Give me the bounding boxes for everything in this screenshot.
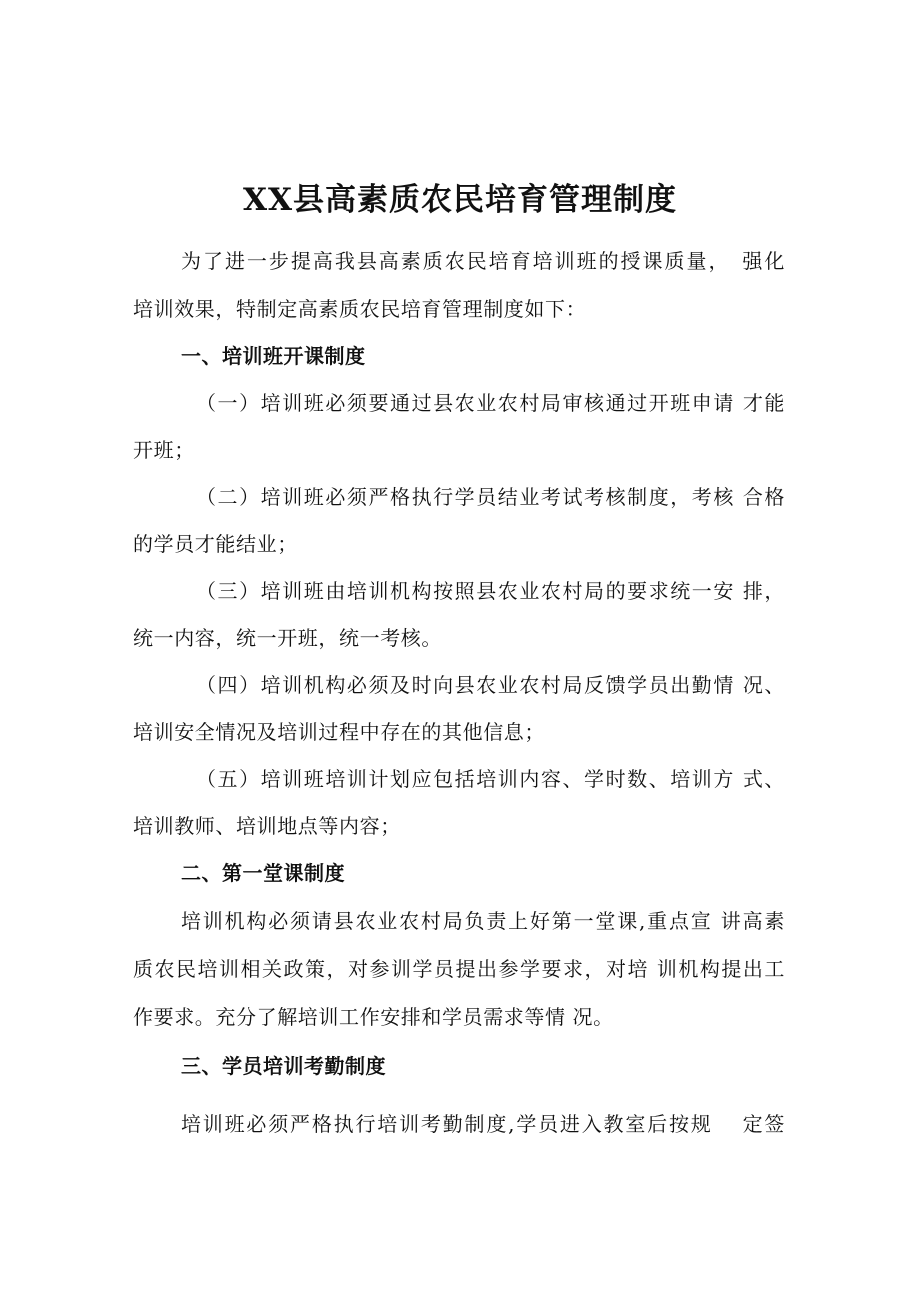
section-2-heading: 二、第一堂课制度 [181,861,345,885]
item-4-line-1: （四）培训机构必须及时向县农业农村局反馈学员出勤情 况、 [196,673,785,697]
item-4-line-2: 培训安全情况及培训过程中存在的其他信息； [133,720,545,744]
intro-line-2: 培训效果，特制定高素质农民培育管理制度如下： [133,297,587,321]
item-3-line-1: （三）培训班由培训机构按照县农业农村局的要求统一安 排， [196,579,785,603]
intro-line-1: 为了进一步提高我县高素质农民培育培训班的授课质量， 强化 [181,249,785,273]
item-1-line-1: （一）培训班必须要通过县农业农村局审核通过开班申请 才能 [196,391,785,415]
item-5-line-2: 培训教师、培训地点等内容； [133,814,401,838]
section-3-heading: 三、学员培训考勤制度 [181,1054,386,1078]
item-2-line-2: 的学员才能结业； [133,532,298,556]
section-2-line-2: 质农民培训相关政策，对参训学员提出参学要求，对培 训机构提出工 [133,957,785,981]
section-1-heading: 一、培训班开课制度 [181,344,366,368]
section-3-line-1: 培训班必须严格执行培训考勤制度,学员进入教室后按规 定签 [181,1112,785,1136]
document-title: XX县高素质农民培育管理制度 [242,182,678,218]
section-2-line-3: 作要求。充分了解培训工作安排和学员需求等情 况。 [133,1005,614,1029]
section-2-line-1: 培训机构必须请县农业农村局负责上好第一堂课,重点宣 讲高素 [181,909,785,933]
item-2-line-1: （二）培训班必须严格执行学员结业考试考核制度，考核 合格 [196,485,785,509]
item-3-line-2: 统一内容，统一开班，统一考核。 [133,626,442,650]
item-1-line-2: 开班； [133,438,195,462]
item-5-line-1: （五）培训班培训计划应包括培训内容、学时数、培训方 式、 [196,767,785,791]
